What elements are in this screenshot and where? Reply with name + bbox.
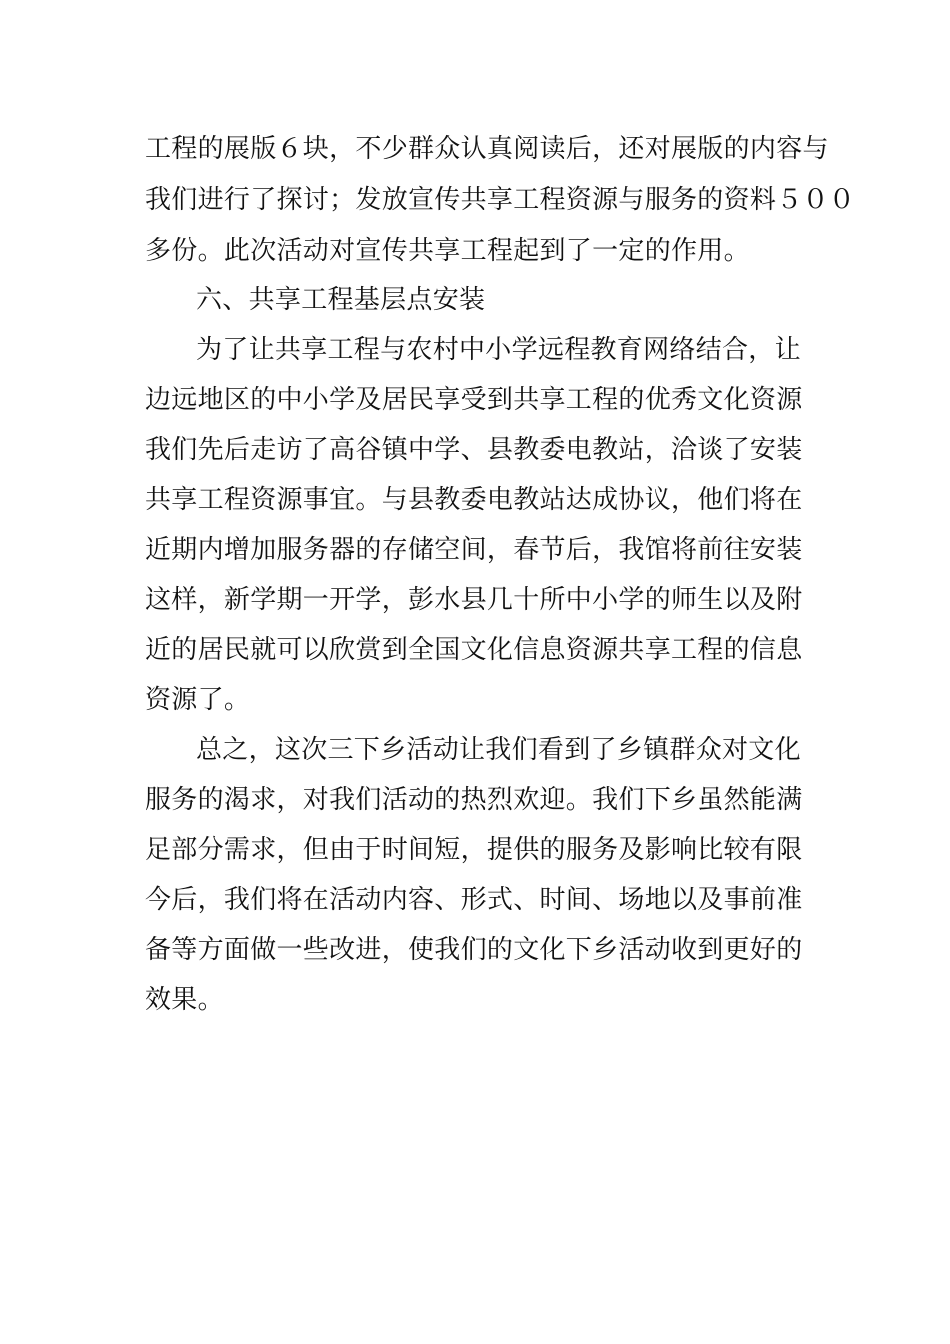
paragraph-3-line-6: 效果。 xyxy=(145,985,224,1015)
paragraph-2-line-1: 为了让共享工程与农村中小学远程教育网络结合，让 xyxy=(196,335,801,365)
paragraph-2-line-7: 近的居民就可以欣赏到全国文化信息资源共享工程的信息 xyxy=(145,635,803,665)
paragraph-2-line-8: 资源了。 xyxy=(145,685,251,715)
paragraph-2-line-5: 近期内增加服务器的存储空间，春节后，我馆将前往安装 xyxy=(145,535,803,565)
paragraph-3-line-2: 服务的渴求，对我们活动的热烈欢迎。我们下乡虽然能满 xyxy=(145,785,803,815)
paragraph-3-line-1: 总之，这次三下乡活动让我们看到了乡镇群众对文化 xyxy=(196,735,801,765)
paragraph-2-line-4: 共享工程资源事宜。与县教委电教站达成协议，他们将在 xyxy=(145,485,803,515)
paragraph-1-line-1: 工程的展版６块，不少群众认真阅读后，还对展版的内容与 xyxy=(145,134,829,164)
paragraph-3-line-3: 足部分需求，但由于时间短，提供的服务及影响比较有限 xyxy=(145,835,803,865)
paragraph-2-line-3: 我们先后走访了高谷镇中学、县教委电教站，洽谈了安装 xyxy=(145,435,803,465)
paragraph-3-line-4: 今后，我们将在活动内容、形式、时间、场地以及事前准 xyxy=(145,885,803,915)
paragraph-2-line-6: 这样，新学期一开学，彭水县几十所中小学的师生以及附 xyxy=(145,585,803,615)
paragraph-2-line-2: 边远地区的中小学及居民享受到共享工程的优秀文化资源 xyxy=(145,385,803,415)
paragraph-3-line-5: 备等方面做一些改进，使我们的文化下乡活动收到更好的 xyxy=(145,935,803,965)
section-heading: 六、共享工程基层点安装 xyxy=(196,285,486,315)
paragraph-1-line-2: 我们进行了探讨；发放宣传共享工程资源与服务的资料５００ xyxy=(145,185,856,215)
paragraph-1-line-3: 多份。此次活动对宣传共享工程起到了一定的作用。 xyxy=(145,236,750,266)
